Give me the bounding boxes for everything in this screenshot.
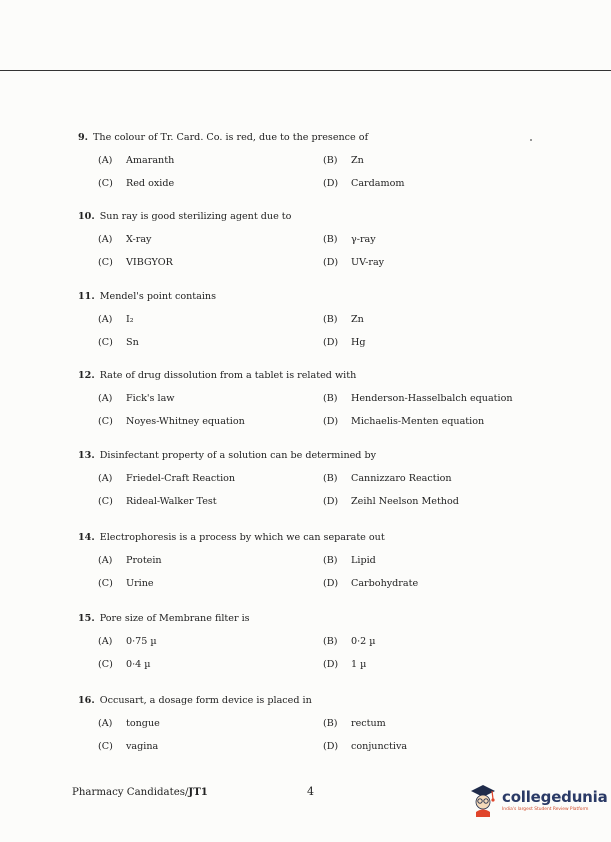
option-text: X-ray xyxy=(126,234,152,245)
question-number: 9. xyxy=(78,132,89,143)
option-letter: (A) xyxy=(98,155,113,166)
option-c xyxy=(78,416,318,427)
option-d xyxy=(318,741,538,752)
question-text: Disinfectant property of a solution can be determined by xyxy=(99,450,377,461)
option-b xyxy=(318,636,538,647)
question-text: Occusart, a dosage form device is placed in xyxy=(99,695,312,706)
option-b xyxy=(318,393,538,404)
page-number: 4 xyxy=(307,785,314,798)
option-a xyxy=(78,314,318,325)
option-letter: (D) xyxy=(323,496,339,507)
option-text: Urine xyxy=(126,578,154,589)
option-letter: (B) xyxy=(323,718,338,729)
option-letter: (D) xyxy=(323,741,339,752)
option-c xyxy=(78,659,318,670)
option-c xyxy=(78,257,318,268)
option-text: Protein xyxy=(126,555,162,566)
option-text: Rideal-Walker Test xyxy=(126,496,217,507)
option-d xyxy=(318,578,538,589)
question-11 xyxy=(78,291,538,348)
question-14 xyxy=(78,532,538,589)
option-text: 0·75 µ xyxy=(126,636,157,647)
question-number: 11. xyxy=(78,291,95,302)
option-b xyxy=(318,314,538,325)
footer-prefix: Pharmacy Candidates/ xyxy=(72,787,189,798)
option-letter: (B) xyxy=(323,473,338,484)
option-text: γ-ray xyxy=(351,234,376,245)
option-letter: (C) xyxy=(98,578,113,589)
option-text: Sn xyxy=(126,337,139,348)
collegedunia-logo xyxy=(468,782,608,818)
option-letter: (D) xyxy=(323,659,339,670)
option-letter: (C) xyxy=(98,659,113,670)
option-letter: (A) xyxy=(98,718,113,729)
option-text: I₂ xyxy=(126,314,134,325)
option-d xyxy=(318,496,538,507)
question-number: 13. xyxy=(78,450,95,461)
option-letter: (A) xyxy=(98,636,113,647)
option-letter: (B) xyxy=(323,393,338,404)
option-text: vagina xyxy=(126,741,159,752)
footer-code: JT1 xyxy=(188,786,208,798)
option-c xyxy=(78,496,318,507)
question-number: 10. xyxy=(78,211,95,222)
option-a xyxy=(78,234,318,245)
option-letter: (D) xyxy=(323,337,339,348)
option-letter: (A) xyxy=(98,555,113,566)
option-letter: (C) xyxy=(98,337,113,348)
option-c xyxy=(78,337,318,348)
logo-tagline: India's largest Student Review Platform xyxy=(502,807,589,812)
option-b xyxy=(318,234,538,245)
question-9 xyxy=(78,132,538,189)
option-letter: (A) xyxy=(98,234,113,245)
graduate-mascot-icon xyxy=(468,782,498,818)
option-letter: (B) xyxy=(323,636,338,647)
footer-paper-code xyxy=(72,786,208,798)
option-d xyxy=(318,178,538,189)
option-letter: (D) xyxy=(323,178,339,189)
option-letter: (B) xyxy=(323,155,338,166)
option-text: 0·2 µ xyxy=(351,636,376,647)
top-rule xyxy=(0,70,611,71)
question-text: The colour of Tr. Card. Co. is red, due to the presence of xyxy=(93,132,369,143)
option-text: conjunctiva xyxy=(351,741,408,752)
option-letter: (C) xyxy=(98,416,113,427)
option-text: Cannizzaro Reaction xyxy=(351,473,452,484)
option-letter: (B) xyxy=(323,314,338,325)
option-text: VIBGYOR xyxy=(126,257,173,268)
question-number: 15. xyxy=(78,613,95,624)
option-text: Henderson-Hasselbalch equation xyxy=(351,393,513,404)
question-16 xyxy=(78,695,538,752)
option-c xyxy=(78,741,318,752)
option-text: 1 µ xyxy=(351,659,367,670)
option-b xyxy=(318,555,538,566)
option-a xyxy=(78,718,318,729)
option-letter: (C) xyxy=(98,178,113,189)
option-text: Fick's law xyxy=(126,393,175,404)
question-15 xyxy=(78,613,538,670)
option-text: Noyes-Whitney equation xyxy=(126,416,245,427)
option-letter: (C) xyxy=(98,741,113,752)
option-letter: (D) xyxy=(323,257,339,268)
question-text: Pore size of Membrane filter is xyxy=(99,613,250,624)
question-13 xyxy=(78,450,538,507)
option-d xyxy=(318,337,538,348)
option-text: Michaelis-Menten equation xyxy=(351,416,485,427)
option-text: tongue xyxy=(126,718,160,729)
question-text: Rate of drug dissolution from a tablet is related with xyxy=(99,370,357,381)
option-b xyxy=(318,155,538,166)
option-text: Cardamom xyxy=(351,178,405,189)
option-text: Lipid xyxy=(351,555,376,566)
option-text: Hg xyxy=(351,337,366,348)
question-number: 12. xyxy=(78,370,95,381)
option-letter: (A) xyxy=(98,314,113,325)
option-a xyxy=(78,155,318,166)
option-text: Zeihl Neelson Method xyxy=(351,496,459,507)
option-text: Red oxide xyxy=(126,178,175,189)
option-c xyxy=(78,178,318,189)
option-letter: (A) xyxy=(98,473,113,484)
option-text: Amaranth xyxy=(126,155,175,166)
option-b xyxy=(318,718,538,729)
question-text: Mendel's point contains xyxy=(99,291,217,302)
question-number: 16. xyxy=(78,695,95,706)
option-a xyxy=(78,393,318,404)
option-text: Zn xyxy=(351,155,364,166)
option-b xyxy=(318,473,538,484)
option-letter: (C) xyxy=(98,496,113,507)
option-a xyxy=(78,473,318,484)
option-text: Friedel-Craft Reaction xyxy=(126,473,236,484)
logo-name: collegedunia xyxy=(502,788,608,806)
option-letter: (B) xyxy=(323,555,338,566)
option-d xyxy=(318,257,538,268)
option-a xyxy=(78,555,318,566)
option-text: 0·4 µ xyxy=(126,659,151,670)
option-d xyxy=(318,416,538,427)
option-c xyxy=(78,578,318,589)
option-letter: (D) xyxy=(323,416,339,427)
question-10 xyxy=(78,211,538,268)
option-a xyxy=(78,636,318,647)
option-text: Zn xyxy=(351,314,364,325)
question-text: Sun ray is good sterilizing agent due to xyxy=(99,211,292,222)
question-12 xyxy=(78,370,538,427)
question-text: Electrophoresis is a process by which we can separate out xyxy=(99,532,385,543)
option-letter: (B) xyxy=(323,234,338,245)
option-letter: (A) xyxy=(98,393,113,404)
option-text: UV-ray xyxy=(351,257,385,268)
option-letter: (C) xyxy=(98,257,113,268)
option-letter: (D) xyxy=(323,578,339,589)
question-number: 14. xyxy=(78,532,95,543)
option-d xyxy=(318,659,538,670)
option-text: rectum xyxy=(351,718,386,729)
option-text: Carbohydrate xyxy=(351,578,419,589)
